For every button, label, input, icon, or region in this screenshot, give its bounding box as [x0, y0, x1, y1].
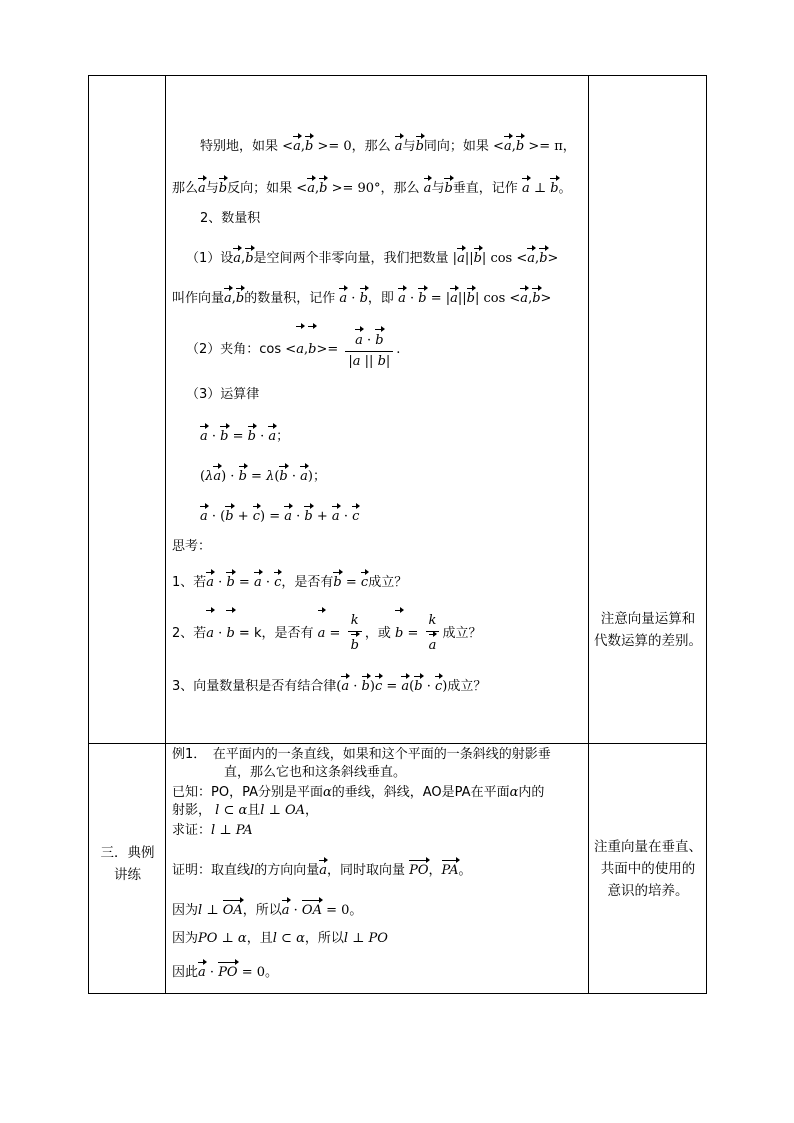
note-cell-1	[589, 76, 707, 744]
content-cell-vectors	[166, 76, 589, 744]
prove-line: 求证：l ⊥ PA	[172, 823, 253, 838]
note-line-1: 注意向量运算和	[600, 611, 696, 627]
proof-line-1: 证明：取直线l的方向向量a，同时取向量 PO，PA。	[172, 858, 472, 880]
note-line-2: 共面中的使用的	[600, 861, 696, 877]
law-scalar: (λa) · b = λ(b · a)；	[200, 464, 326, 486]
think-heading: 思考：	[172, 539, 212, 554]
note-line-3: 意识的培养。	[607, 883, 689, 899]
section-label-cell	[89, 744, 166, 994]
note-line-2: 代数运算的差别。	[594, 633, 702, 649]
law-commutative: a · b = b · a；	[200, 424, 289, 446]
law-distributive: a · (b + c) = a · b + a · c	[200, 504, 359, 526]
proof-line-2: 因为l ⊥ OA，所以a · OA = 0。	[172, 898, 362, 920]
question-1: 1、若a · b = a · c，是否有b = c成立？	[172, 570, 407, 592]
note-cell-2	[589, 744, 707, 994]
definition-line-1: （1）设a,b是空间两个非零向量，我们把数量 |a||b| cos <a,b>	[186, 246, 558, 268]
proof-line-4: 因此a · PO = 0。	[172, 960, 278, 982]
angle-formula: （2）夹角：cos <a,b>= $\frac{a \cdot b}{|a || b|}$ .	[186, 324, 400, 372]
note-line-1: 注重向量在垂直、	[594, 839, 702, 855]
special-case-line-1: 特别地，如果 <a,b >= 0，那么 a与b同向；如果 <a,b >= π，	[200, 134, 576, 156]
known-line-2: 射影， l ⊂ α且l ⊥ OA，	[172, 803, 319, 818]
definition-line-2: 叫作向量a,b的数量积，记作 a · b，即 a · b = |a||b| cos <a,b>	[172, 286, 551, 308]
content-cell-example	[166, 744, 589, 994]
known-line-1: 已知：PO，PA分别是平面α的垂线，斜线，AO是PA在平面α内的	[172, 785, 545, 800]
section-label-line-1: 三．典例	[100, 845, 155, 861]
heading-dot-product: 2、数量积	[200, 211, 261, 226]
lesson-table	[88, 75, 707, 994]
heading-laws: （3）运算律	[186, 387, 260, 402]
special-case-line-2: 那么a与b反向；如果 <a,b >= 90°，那么 a与b垂直，记作 a ⊥ b。	[172, 176, 572, 198]
example-title-cont: 直，那么它也和这条斜线垂直。	[224, 765, 407, 780]
table-row	[89, 76, 707, 744]
section-label-line-2: 讲练	[114, 867, 141, 883]
example-title: 例1． 在平面内的一条直线，如果和这个平面的一条斜线的射影垂	[172, 747, 551, 762]
empty-label-cell	[89, 76, 166, 744]
proof-line-3: 因为PO ⊥ α，且l ⊂ α，所以l ⊥ PO	[172, 931, 388, 946]
table-row	[89, 744, 707, 994]
question-2: 2、若a · b = k，是否有 a = $\frac{k}{b}$ ，或 b = $\frac{k}{a}$ 成立？	[172, 608, 481, 656]
angle-fraction: $\frac{a \cdot b}{|a || b|}$	[345, 327, 393, 372]
question-3: 3、向量数量积是否有结合律(a · b)c = a(b · c)成立？	[172, 674, 486, 696]
